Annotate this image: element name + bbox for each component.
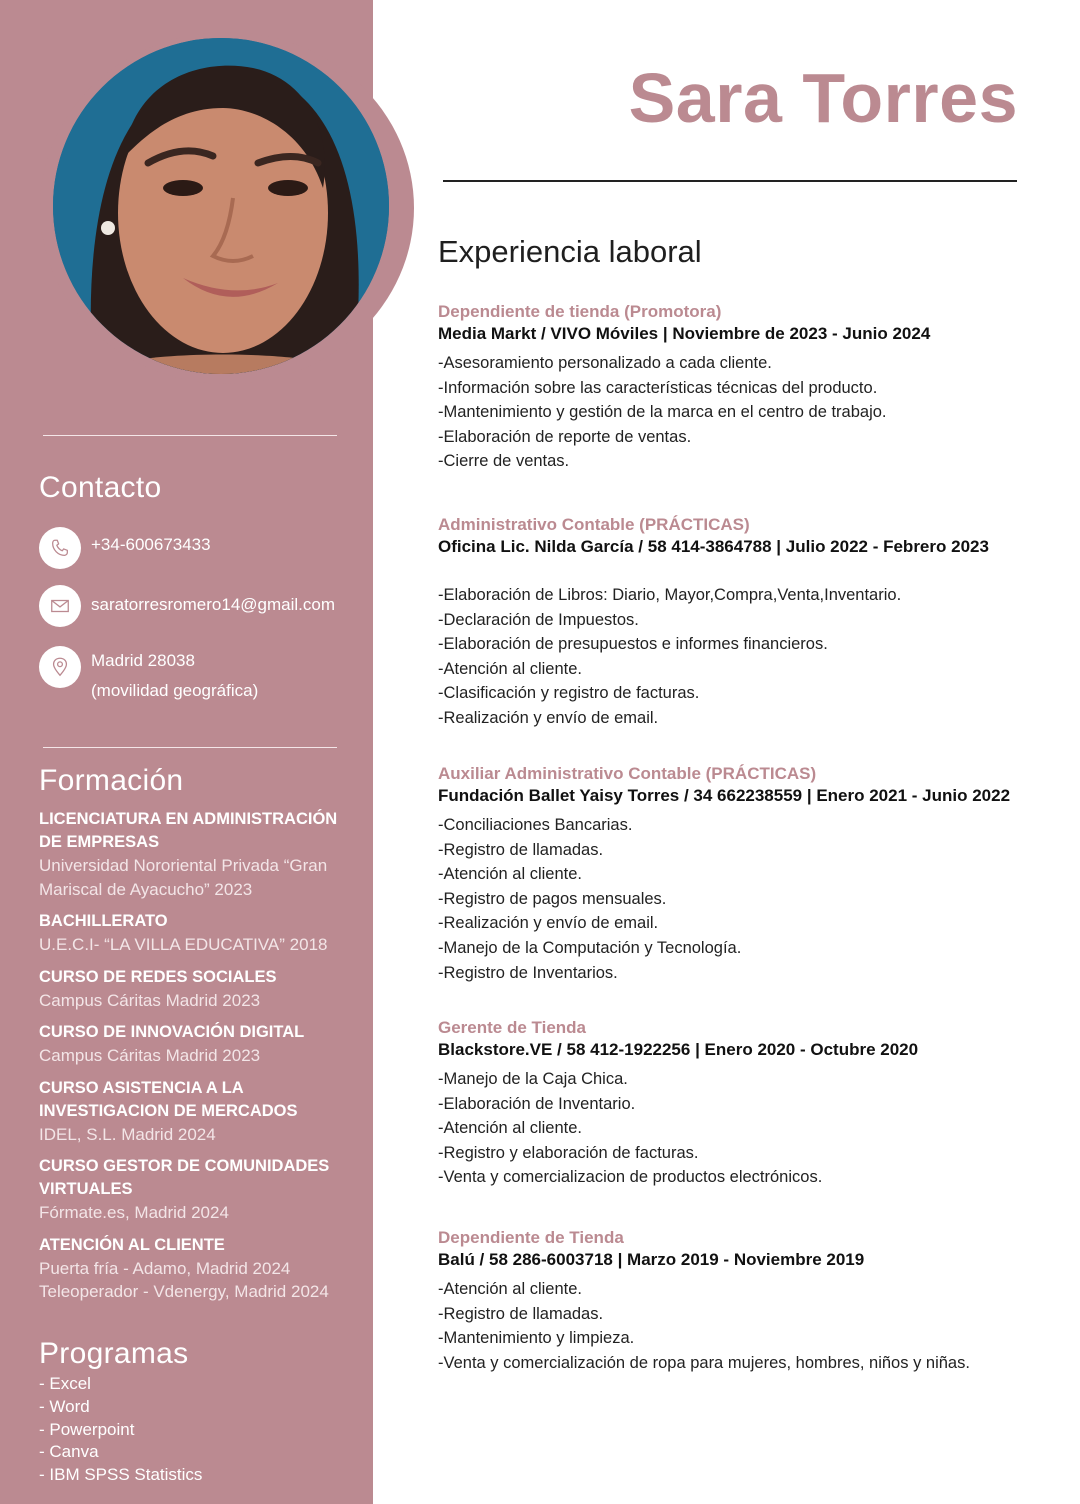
task-item: -Manejo de la Caja Chica.: [438, 1070, 628, 1088]
job-title: Gerente de Tienda: [438, 1018, 587, 1037]
contact-phone: [39, 527, 211, 569]
job-tasks: [438, 583, 1063, 731]
task-item: -Realización y envío de email.: [438, 914, 659, 933]
phone-number[interactable]: +34-600673433: [91, 535, 211, 554]
job-entry: [438, 514, 1063, 731]
education-item: [39, 910, 364, 957]
job-tasks: [438, 1067, 1063, 1190]
contact-heading: Contacto: [39, 471, 162, 504]
job-title: Administrativo Contable (PRÁCTICAS): [438, 515, 750, 534]
job-company: Balú / 58 286-6003718 | Marzo 2019 - Noviembre 2019: [438, 1250, 865, 1269]
task-item: -Atención al cliente.: [438, 1119, 582, 1138]
task-item: -Declaración de Impuestos.: [438, 610, 639, 629]
programs-heading: Programas: [39, 1337, 189, 1370]
contact-location: [39, 646, 258, 706]
task-item: -Cierre de ventas.: [438, 452, 570, 471]
task-item: -Venta y comercialización de ropa para mujeres, hombres, niños y niñas.: [438, 1353, 970, 1372]
education-title: CURSO GESTOR DE COMUNIDADES VIRTUALES: [39, 1157, 330, 1198]
candidate-name: Sara Torres: [628, 59, 1018, 137]
portrait-illustration: [53, 38, 389, 374]
task-item: -Mantenimiento y gestión de la marca en el centro de trabajo.: [438, 403, 887, 422]
task-item: -Asesoramiento personalizado a cada cliente.: [438, 354, 772, 372]
job-tasks: [438, 813, 1063, 985]
education-title: ATENCIÓN AL CLIENTE: [39, 1235, 225, 1254]
task-item: -Registro de pagos mensuales.: [438, 889, 667, 908]
job-company: Media Markt / VIVO Móviles | Noviembre de 2023 - Junio 2024: [438, 324, 931, 343]
task-item: -Elaboración de presupuestos e informes financieros.: [438, 635, 828, 654]
title-divider: [443, 180, 1017, 182]
divider: [43, 747, 337, 748]
education-institution: Teleoperador - Vdenergy, Madrid 2024: [39, 1282, 329, 1301]
job-entry: [438, 763, 1063, 985]
job-title: Auxiliar Administrativo Contable (PRÁCTICAS): [438, 764, 817, 783]
job-company: Fundación Ballet Yaisy Torres / 34 662238559 | Enero 2021 - Junio 2022: [438, 786, 1011, 805]
job-entry: [438, 1227, 998, 1375]
education-institution: Fórmate.es, Madrid 2024: [39, 1203, 229, 1222]
job-entry: [438, 301, 1063, 474]
task-item: -Atención al cliente.: [438, 1280, 582, 1298]
education-title: CURSO DE REDES SOCIALES: [39, 967, 277, 986]
task-item: -Elaboración de Libros: Diario, Mayor,Compra,Venta,Inventario.: [438, 586, 902, 604]
education-item: [39, 1077, 364, 1147]
task-item: -Atención al cliente.: [438, 865, 582, 884]
education-institution: Campus Cáritas Madrid 2023: [39, 990, 261, 1010]
mail-icon: [39, 585, 81, 627]
education-item: [39, 1155, 364, 1225]
education-institution: Universidad Nororiental Privada “Gran Mariscal de Ayacucho” 2023: [39, 856, 328, 899]
programs-list: [39, 1373, 202, 1487]
phone-icon: [39, 527, 81, 569]
education-item: [39, 1234, 364, 1304]
education-title: BACHILLERATO: [39, 912, 168, 930]
email-address[interactable]: saratorresromero14@gmail.com: [91, 595, 336, 614]
program-item: - Word: [39, 1396, 90, 1416]
program-item: - Powerpoint: [39, 1419, 135, 1439]
job-tasks: [438, 1277, 998, 1375]
task-item: -Registro y elaboración de facturas.: [438, 1143, 699, 1162]
task-item: -Clasificación y registro de facturas.: [438, 684, 700, 703]
location-note: (movilidad geográfica): [91, 681, 259, 700]
education-institution: Puerta fría - Adamo, Madrid 2024: [39, 1258, 291, 1278]
education-item: [39, 808, 364, 901]
program-item: - IBM SPSS Statistics: [39, 1465, 203, 1485]
task-item: -Registro de llamadas.: [438, 840, 604, 859]
education-item: [39, 966, 364, 1013]
education-list: [39, 808, 364, 1313]
job-tasks: [438, 351, 1063, 474]
job-title: Dependiente de Tienda: [438, 1228, 624, 1247]
job-company: Oficina Lic. Nilda García / 58 414-3864788 | Julio 2022 - Febrero 2023: [438, 537, 989, 556]
location-city: Madrid 28038: [91, 651, 195, 670]
education-item: [39, 1021, 364, 1068]
task-item: -Registro de llamadas.: [438, 1304, 604, 1323]
education-title: CURSO ASISTENCIA A LA INVESTIGACION DE MERCADOS: [39, 1078, 298, 1120]
task-item: -Registro de Inventarios.: [438, 963, 618, 982]
task-item: -Atención al cliente.: [438, 659, 582, 678]
task-item: -Elaboración de reporte de ventas.: [438, 427, 692, 446]
education-title: CURSO DE INNOVACIÓN DIGITAL: [39, 1023, 305, 1041]
location-pin-icon: [39, 646, 81, 688]
job-title: Dependiente de tienda (Promotora): [438, 302, 722, 321]
education-title: LICENCIATURA EN ADMINISTRACIÓN DE EMPRESAS: [39, 810, 338, 851]
education-institution: IDEL, S.L. Madrid 2024: [39, 1124, 216, 1144]
profile-photo: [53, 38, 389, 374]
task-item: -Conciliaciones Bancarias.: [438, 816, 633, 834]
job-company: Blackstore.VE / 58 412-1922256 | Enero 2020 - Octubre 2020: [438, 1040, 919, 1059]
task-item: -Venta y comercializacion de productos electrónicos.: [438, 1168, 823, 1187]
contact-email: [39, 585, 335, 627]
location-text: [91, 646, 258, 706]
education-institution: Campus Cáritas Madrid 2023: [39, 1046, 261, 1065]
task-item: -Información sobre las características técnicas del producto.: [438, 378, 878, 397]
task-item: -Manejo de la Computación y Tecnología.: [438, 938, 742, 957]
task-item: -Elaboración de Inventario.: [438, 1094, 636, 1113]
education-heading: Formación: [39, 764, 184, 797]
education-institution: U.E.C.I- “LA VILLA EDUCATIVA” 2018: [39, 935, 328, 954]
divider: [43, 435, 337, 436]
program-item: - Canva: [39, 1442, 99, 1462]
program-item: - Excel: [39, 1374, 91, 1393]
task-item: -Realización y envío de email.: [438, 708, 659, 727]
job-entry: [438, 1017, 1063, 1190]
experience-heading: Experiencia laboral: [438, 234, 702, 269]
task-item: -Mantenimiento y limpieza.: [438, 1329, 635, 1348]
